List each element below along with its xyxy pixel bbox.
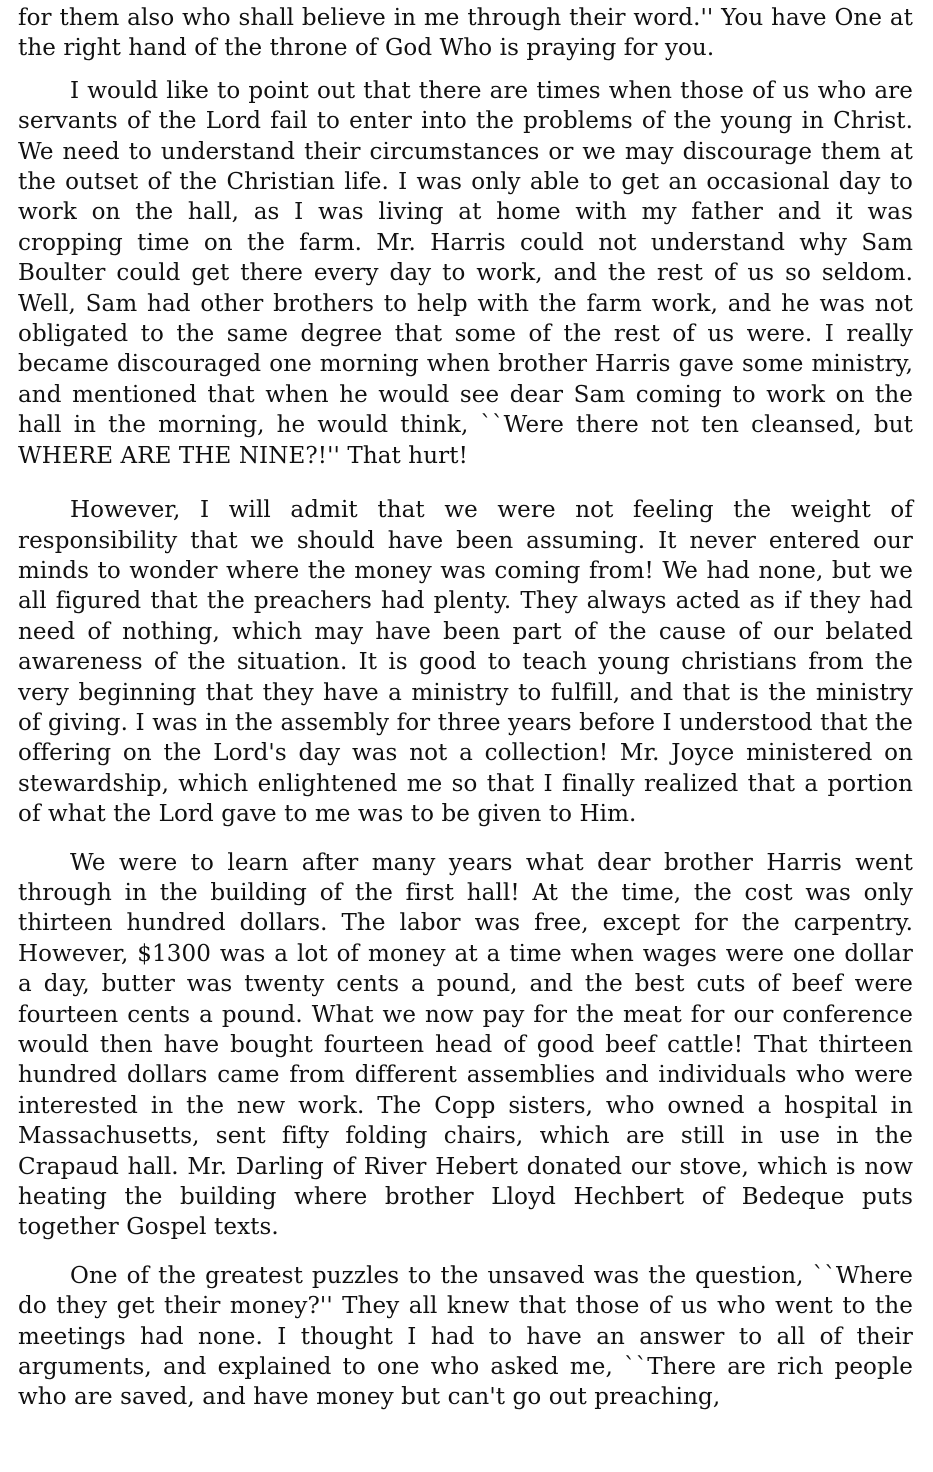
paragraph-first-hall-cost: We were to learn after many years what dear brother Harris went through in the building of the first hall! At the time, the cost was only thirteen hundred dollars. The labor was free, except for the carpentry. However, $1300 was a lot of money at a time when wages were one dollar a day, butter was twenty cents a pound, and the best cuts of beef were fourteen cents a pound. What we now pay for the meat for our conference would then have bought fourteen head of good beef cattle! That thirteen hundred dollars came from different assemblies and individuals who were interested in the new work. The Copp sisters, who owned a hospital in Massachusetts, sent fifty folding chairs, which are still in use in the Crapaud hall. Mr. Darling of River Hebert donated our stove, which is now heating the building where brother Lloyd Hechbert of Bedeque puts together Gospel texts. <box>18 849 913 1241</box>
paragraph-continuation: for them also who shall believe in me through their word.'' You have One at the right hand of the throne of God Who is praying for you. <box>18 5 913 62</box>
paragraph-unsaved-puzzle: One of the greatest puzzles to the unsaved was the question, ``Where do they get their money?'' They all knew that those of us who went to the meetings had none. I thought I had to have an answer to all of their arguments, and explained to one who asked me, ``There are rich people who are saved, and have money but can't go out preaching, <box>18 1262 913 1411</box>
paragraph-young-in-christ: I would like to point out that there are times when those of us who are servants of the Lord fail to enter into the problems of the young in Christ. We need to understand their circumstances or we may discourage them at the outset of the Christian life. I was only able to get an occasional day to work on the hall, as I was living at home with my father and it was cropping time on the farm. Mr. Harris could not understand why Sam Boulter could get there every day to work, and the rest of us so seldom. Well, Sam had other brothers to help with the farm work, and he was not obligated to the same degree that some of the rest of us were. I really became discouraged one morning when brother Harris gave some ministry, and mentioned that when he would see dear Sam coming to work on the hall in the morning, he would think, ``Were there not ten cleansed, but WHERE ARE THE NINE?!'' That hurt! <box>18 77 913 469</box>
paragraph-responsibility: However, I will admit that we were not feeling the weight of responsibility that we should have been assuming. It never entered our minds to wonder where the money was coming from! We had none, but we all figured that the preachers had plenty. They always acted as if they had need of nothing, which may have been part of the cause of our belated awareness of the situation. It is good to teach young christians from the very beginning that they have a ministry to fulfill, and that is the ministry of giving. I was in the assembly for three years before I understood that the offering on the Lord's day was not a collection! Mr. Joyce ministered on stewardship, which enlightened me so that I finally realized that a portion of what the Lord gave to me was to be given to Him. <box>18 497 913 828</box>
book-page <box>18 3 913 1413</box>
